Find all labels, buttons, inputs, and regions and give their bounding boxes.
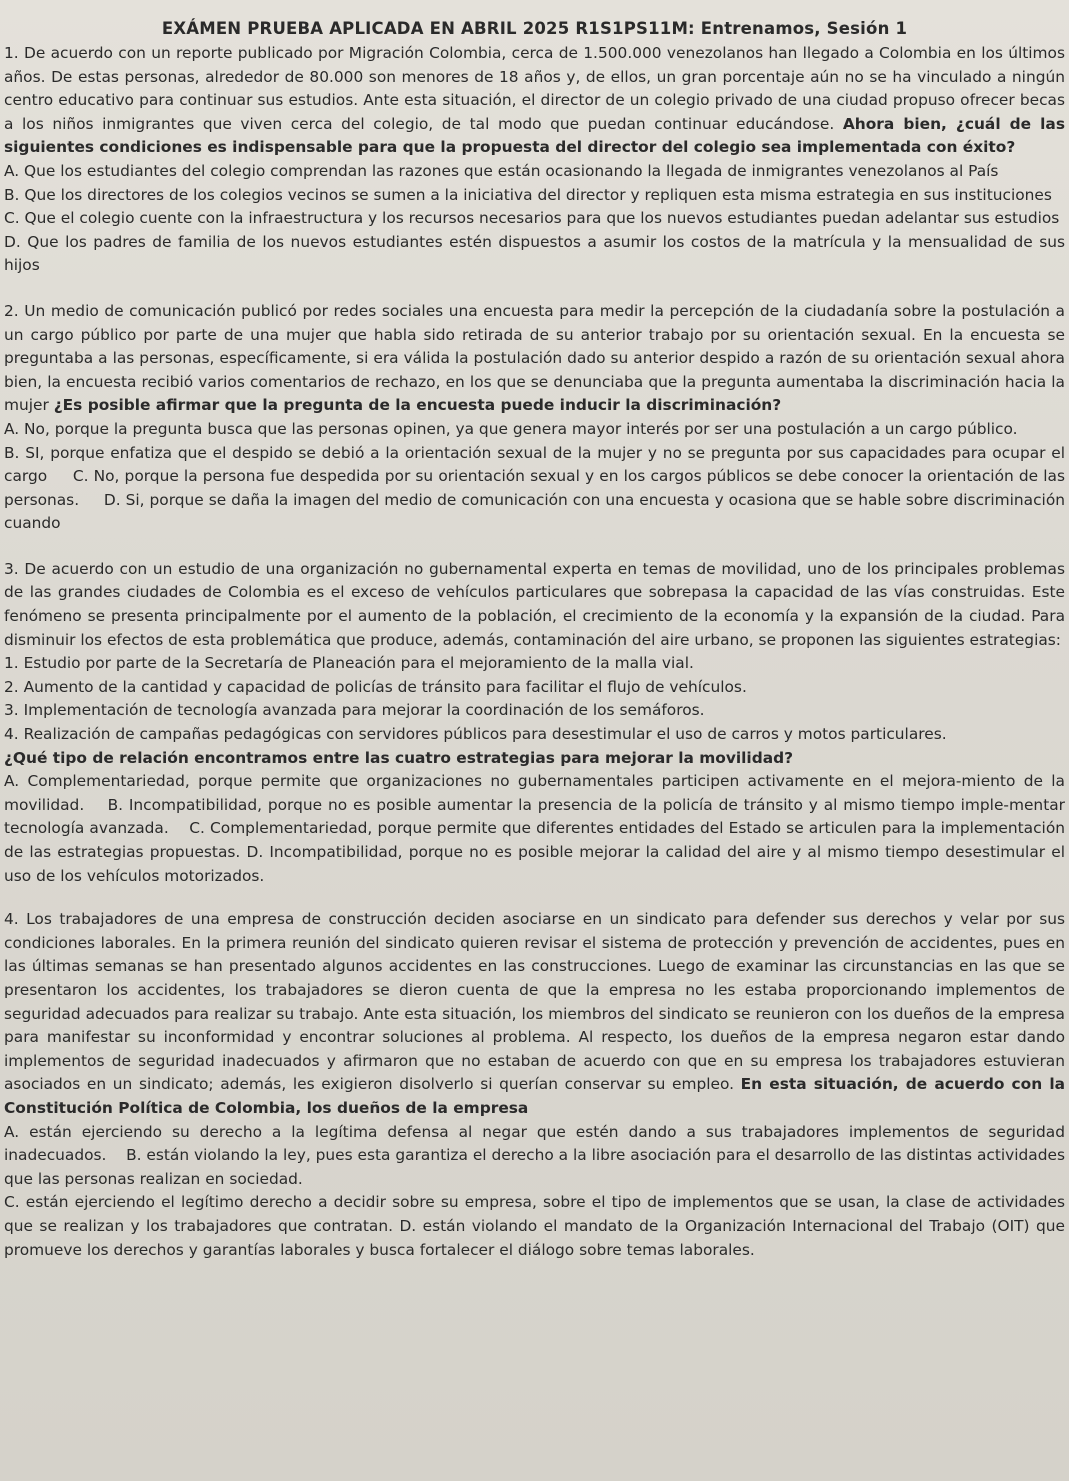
question-4-option-c: C. están ejerciendo el legítimo derecho a decidir sobre su empresa, sobre el tipo de implementos que se usan, la clase de actividades que se realizan y los trabajadores que contratan.	[4, 1193, 1065, 1235]
question-1-option-c: C. Que el colegio cuente con la infraestructura y los recursos necesarios para que los nuevos estudiantes puedan adelantar sus estudios	[4, 209, 1060, 228]
page-title: EXÁMEN PRUEBA APLICADA EN ABRIL 2025 R1S1PS11M: Entrenamos, Sesión 1	[161, 19, 908, 38]
question-4-option-a: A. están ejerciendo su derecho a la legítima defensa al negar que estén dando a sus trabajadores implementos de seguridad inadecuados.	[4, 1122, 1065, 1165]
question-3-strategy-1: 1. Estudio por parte de la Secretaría de Planeación para el mejoramiento de la malla vial.	[4, 654, 694, 673]
question-2-prompt: ¿Es posible afirmar que la pregunta de la encuesta puede inducir la discriminación?	[53, 396, 782, 415]
question-2-stem: 2. Un medio de comunicación publicó por redes sociales una encuesta para medir la percepción de la ciudadanía sobre la postulación a un cargo público por parte de una mujer que habla sido retirada de su anterior trabajo por su orientación sexual. En la encuesta se preguntaba a las personas, específicamente, si era válida la postulación dado su anterior despido a razón de su orientación sexual ahora bien, la encuesta recibió varios comentarios de rechazo, en los que se denunciaba que la pregunta aumentaba la discriminación hacia la mujer	[4, 301, 1065, 415]
question-2-text	[4, 300, 1065, 418]
question-1-stem: 1. De acuerdo con un reporte publicado por Migración Colombia, cerca de 1.500.000 venezolanos han llegado a Colombia en los últimos años. De estas personas, alrededor de 80.000 son menores de 18 años y, de ellos, un gran porcentaje aún no se ha vinculado a ningún centro educativo para continuar sus estudios. Ante esta situación, el director de un colegio privado de una ciudad propuso ofrecer becas a los niños inmigrantes que viven cerca del colegio, de tal modo que puedan continuar educándose.	[4, 44, 1065, 133]
question-3-options	[4, 770, 1065, 888]
question-4-stem: 4. Los trabajadores de una empresa de construcción deciden asociarse en un sindicato para defender sus derechos y velar por sus condiciones laborales. En la primera reunión del sindicato quieren revisar el sistema de protección y prevención de accidentes, pues en las últimas semanas se han presentado algunos accidentes en las construcciones. Luego de examinar las circunstancias en las que se presentaron los accidentes, los trabajadores se dieron cuenta de que la empresa no les estaba proporcionando implementos de seguridad adecuados para realizar su trabajo. Ante esta situación, los miembros del sindicato se reunieron con los dueños de la empresa para manifestar su inconformidad y encontrar soluciones al problema. Al respecto, los dueños de la empresa negaron estar dando implementos de seguridad inadecuados y afirmaron que no estaban de acuerdo con que en su empresa los trabajadores estuvieran asociados en un sindicato; además, les exigieron disolverlo si querían conservar su empleo.	[4, 910, 1065, 1094]
question-3-text: 3. De acuerdo con un estudio de una organización no gubernamental experta en temas de movilidad, uno de los principales problemas de las grandes ciudades de Colombia es el exceso de vehículos particulares que sobrepasa la capacidad de las vías construidas. Este fenómeno se presenta principalmente por el aumento de la población, el crecimiento de la economía y la expansión de la ciudad. Para disminuir los efectos de esta problemática que produce, además, contaminación del aire urbano, se proponen las siguientes estrategias:	[4, 559, 1065, 649]
question-2-option-a: A. No, porque la pregunta busca que las personas opinen, ya que genera mayor interés por ser una postulación a un cargo público.	[4, 419, 1018, 438]
question-3-prompt	[4, 747, 1065, 771]
question-3-prompt-text: ¿Qué tipo de relación encontramos entre las cuatro estrategias para mejorar la movilidad?	[4, 748, 794, 767]
question-1-text	[4, 42, 1065, 160]
question-3-option-b: B. Incompatibilidad, porque no es posible aumentar la presencia de la policía de tránsito y al mismo tiempo imple-mentar tecnología avanzada.	[4, 795, 1065, 838]
question-4-text	[4, 908, 1065, 1120]
question-3-strategy-2: 2. Aumento de la cantidad y capacidad de policías de tránsito para facilitar el flujo de vehículos.	[4, 677, 747, 696]
question-1-option-d: D. Que los padres de familia de los nuevos estudiantes estén dispuestos a asumir los costos de la matrícula y la mensualidad de sus hijos	[4, 232, 1065, 275]
question-2-option-c: C. No, porque la persona fue despedida por su orientación sexual y en los cargos públicos se debe conocer la orientación de las personas.	[4, 467, 1065, 509]
question-3-option-d: D. Incompatibilidad, porque no es posible mejorar la calidad del aire y al mismo tiempo desestimular el uso de los vehículos motorizados.	[4, 843, 1065, 885]
question-2-option-d: D. Si, porque se daña la imagen del medio de comunicación con una encuesta y ocasiona que se hable sobre discriminación cuando	[4, 490, 1065, 533]
question-2-options-bcd	[4, 442, 1065, 536]
question-1-option-b: B. Que los directores de los colegios vecinos se sumen a la iniciativa del director y repliquen esta misma estrategia en sus instituciones	[4, 185, 1052, 204]
question-4-option-b: B. están violando la ley, pues esta garantiza el derecho a la libre asociación para el desarrollo de las distintas actividades que las personas realizan en sociedad.	[4, 1146, 1065, 1188]
question-4-options	[4, 1121, 1065, 1192]
question-3-strategy-4: 4. Realización de campañas pedagógicas con servidores públicos para desestimular el uso de carros y motos particulares.	[4, 725, 947, 744]
question-4-options-cd	[4, 1191, 1065, 1262]
question-3-option-a: A. Complementariedad, porque permite que organizaciones no gubernamentales participen activamente en el mejora-miento de la movilidad.	[4, 772, 1065, 814]
question-3-strategy-3: 3. Implementación de tecnología avanzada para mejorar la coordinación de los semáforos.	[4, 701, 705, 720]
question-1-prompt: Ahora bien, ¿cuál de las siguientes condiciones es indispensable para que la propuesta del director del colegio sea implementada con éxito?	[4, 114, 1065, 157]
question-4-prompt: En esta situación, de acuerdo con la Constitución Política de Colombia, los dueños de la empresa	[4, 1075, 1065, 1117]
question-2-option-b: B. SI, porque enfatiza que el despido se debió a la orientación sexual de la mujer y no se pregunta por sus capacidades para ocupar el cargo	[4, 443, 1065, 486]
question-4-option-d: D. están violando el mandato de la Organización Internacional del Trabajo (OIT) que promueve los derechos y garantías laborales y busca fortalecer el diálogo sobre temas laborales.	[4, 1216, 1065, 1259]
question-3-option-c: C. Complementariedad, porque permite que diferentes entidades del Estado se articulen para la implementación de las estrategias propuestas.	[4, 819, 1065, 861]
question-1-option-a: A. Que los estudiantes del colegio comprendan las razones que están ocasionando la llegada de inmigrantes venezolanos al País	[4, 161, 999, 180]
